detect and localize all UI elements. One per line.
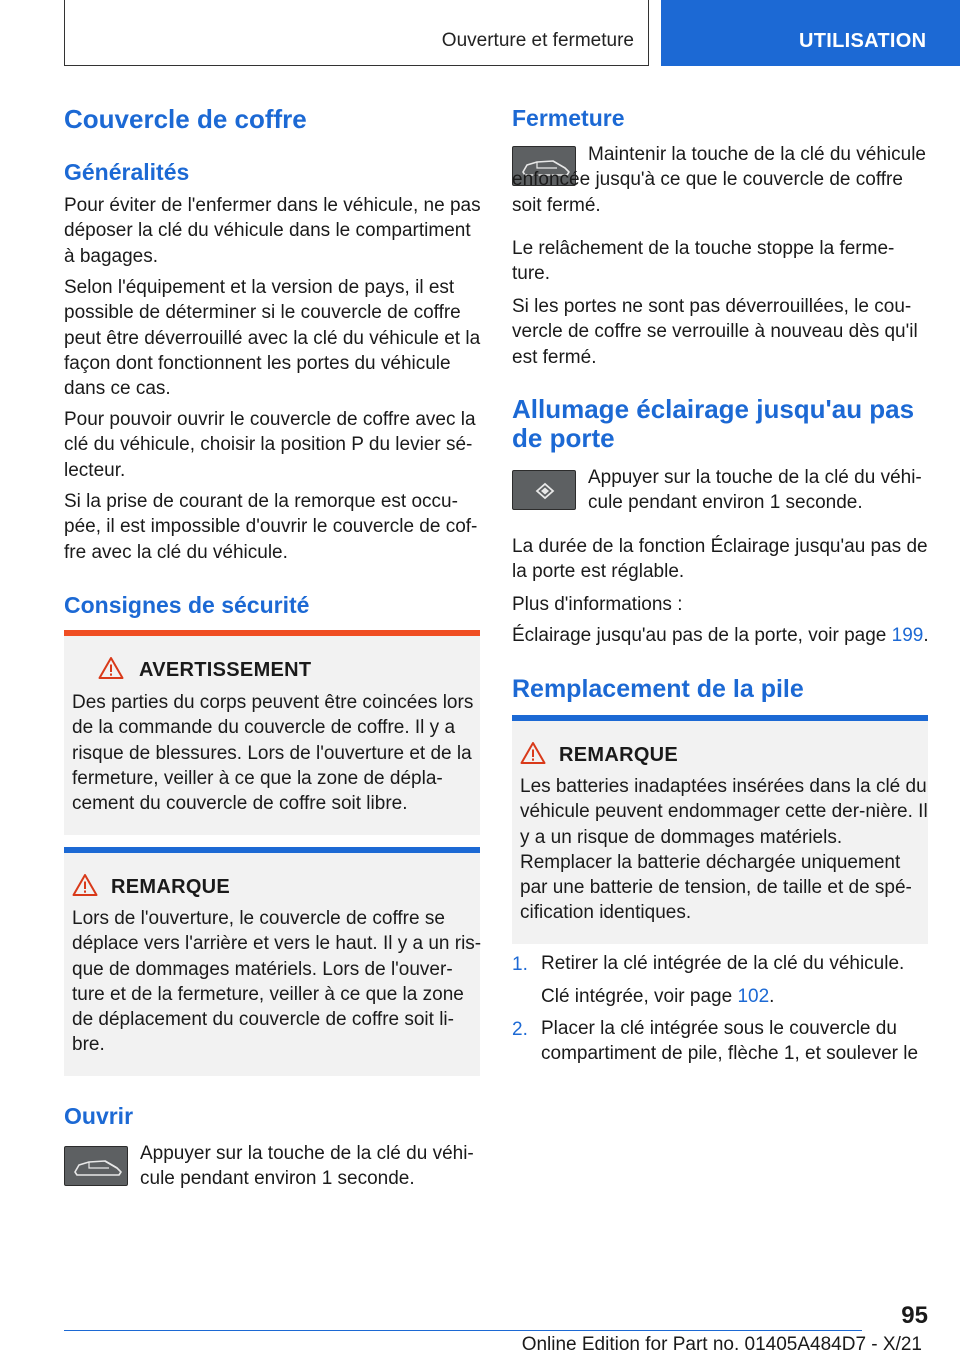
paragraph-generalites-1: Pour éviter de l'enfermer dans le véhicule, ne pas déposer la clé du véhicule dans le compartiment à bagages. — [64, 195, 481, 267]
header-section-label: Ouverture et fermeture — [441, 30, 634, 51]
paragraph-allumage: Appuyer sur la touche de la clé du véhi-cule pendant environ 1 seconde. — [588, 467, 922, 514]
step-text: Placer la clé intégrée sous le couvercle du compartiment de pile, flèche 1, et soulever le — [541, 1018, 919, 1065]
step-text: Retirer la clé intégrée de la clé du véhicule. — [541, 953, 905, 974]
step-number: 1. — [512, 954, 528, 975]
paragraph-fermeture-3: Si les portes ne sont pas déverrouillées, le cou-vercle de coffre se verrouille à nouveau dès qu'il est fermé. — [512, 296, 918, 368]
heading-fermeture: Fermeture — [512, 105, 625, 131]
page-link-199[interactable]: 199 — [891, 625, 924, 646]
notice-triangle-icon — [72, 873, 98, 897]
notice-text: Les batteries inadaptées insérées dans la clé du véhicule peuvent endommager cette der-nière. Il y a un risque de dommages matériels. Remplacer la batterie déchargée uniquement par une batterie de tension, de taille et de spé-cification identiques. — [520, 776, 928, 924]
step-number: 2. — [512, 1019, 528, 1040]
heading-generalites: Généralités — [64, 159, 190, 185]
notice-bar — [512, 715, 928, 721]
trunk-key-button-icon — [64, 1146, 128, 1186]
warning-triangle-icon — [98, 656, 124, 680]
warning-bar — [64, 630, 480, 636]
header-chapter-tab — [661, 0, 960, 66]
header-section-tab — [64, 0, 649, 66]
heading-consignes-securite: Consignes de sécurité — [64, 592, 310, 618]
paragraph-fermeture: Maintenir la touche de la clé du véhicule enfoncée jusqu'à ce que le couvercle de coffre soit fermé. — [512, 144, 926, 216]
header-chapter-label: UTILISATION — [799, 30, 927, 52]
paragraph-allumage-2: La durée de la fonction Éclairage jusqu'au pas de la porte est réglable. — [512, 536, 928, 583]
warning-box — [64, 630, 480, 835]
heading-remplacement-pile: Remplacement de la pile — [512, 675, 804, 703]
warning-text: Des parties du corps peuvent être coincées lors de la commande du couvercle de coffre. Il y a risque de blessures. Lors de l'ouverture et de la fermeture, veiller à ce que la zone de dépla-cement du couvercle de coffre soit libre. — [72, 692, 474, 815]
paragraph-fermeture-2: Le relâchement de la touche stoppe la ferme-ture. — [512, 238, 895, 285]
paragraph-ouvrir: Appuyer sur la touche de la clé du véhi-cule pendant environ 1 seconde. — [140, 1143, 474, 1190]
page-link-102[interactable]: 102 — [737, 986, 770, 1007]
paragraph-allumage-3: Plus d'informations : — [512, 594, 683, 615]
notice-bar — [64, 847, 480, 853]
step-sub-reference: Clé intégrée, voir page 102. — [541, 986, 775, 1007]
notice-title: REMARQUE — [559, 744, 679, 766]
paragraph-generalites-3: Pour pouvoir ouvrir le couvercle de coffre avec la clé du véhicule, choisir la position P du levier sé-lecteur. — [64, 409, 476, 481]
warning-title: AVERTISSEMENT — [139, 659, 312, 681]
notice-triangle-icon — [520, 741, 546, 765]
footer-edition: Online Edition for Part no. 01405A484D7 - X/21 — [521, 1334, 922, 1355]
paragraph-generalites-4: Si la prise de courant de la remorque est occu-pée, il est impossible d'ouvrir le couvercle de cof-fre avec la clé du véhicule. — [64, 491, 478, 563]
footer-rule — [64, 1330, 862, 1331]
light-key-button-icon — [512, 470, 576, 510]
page-reference-allumage: Éclairage jusqu'au pas de la porte, voir page 199. — [512, 625, 929, 646]
paragraph-generalites-2: Selon l'équipement et la version de pays, il est possible de déterminer si le couvercle de coffre peut être déverrouillé avec la clé du véhicule et la façon dont fonctionnent les portes du véhicule dans ce cas. — [64, 277, 481, 400]
page-number: 95 — [901, 1302, 928, 1329]
heading-ouvrir: Ouvrir — [64, 1103, 134, 1129]
heading-allumage: Allumage éclairage jusqu'au pas de porte — [512, 394, 915, 453]
notice-box-pile — [512, 715, 928, 944]
page-title: Couvercle de coffre — [64, 104, 307, 134]
notice-title: REMARQUE — [111, 876, 231, 898]
notice-box-coffre — [64, 847, 480, 1076]
notice-text: Lors de l'ouverture, le couvercle de coffre se déplace vers l'arrière et vers le haut. Il y a un ris-que de dommages matériels. Lors de l'ouver-ture et de la fermeture, veiller à ce que la zone de déplacement du couvercle de coffre soit li-bre. — [72, 908, 482, 1056]
